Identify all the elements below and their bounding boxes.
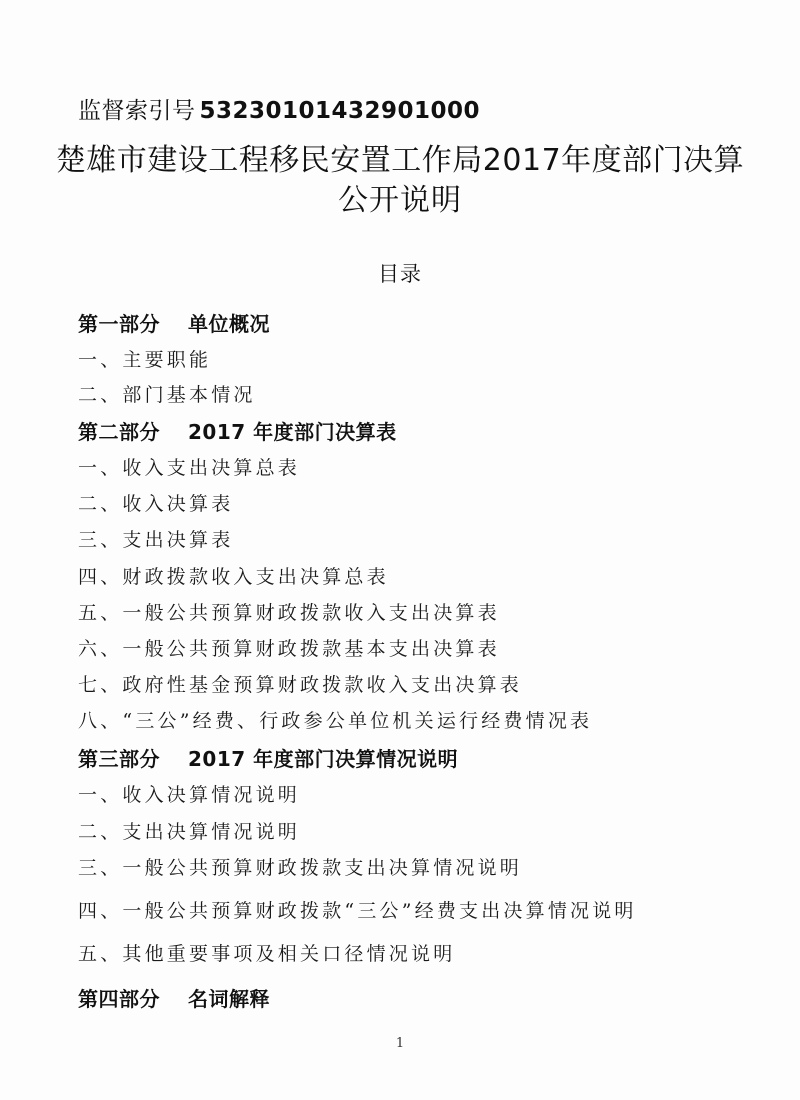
toc-item: 二、收入决算表 <box>78 493 234 515</box>
part-title: 名词解释 <box>188 987 270 1011</box>
part-title: 2017 年度部门决算情况说明 <box>188 747 459 771</box>
part-label: 第二部分 <box>78 420 160 444</box>
toc-item: 二、支出决算情况说明 <box>78 821 301 843</box>
toc-heading: 目录 <box>378 262 422 286</box>
part-title: 2017 年度部门决算表 <box>188 420 397 444</box>
document-title-line1: 楚雄市建设工程移民安置工作局2017年度部门决算 <box>55 143 745 178</box>
toc-item: 七、政府性基金预算财政拨款收入支出决算表 <box>78 674 523 696</box>
toc-item: 四、一般公共预算财政拨款“三公”经费支出决算情况说明 <box>78 900 637 922</box>
part-label: 第四部分 <box>78 987 160 1011</box>
toc-item: 四、财政拨款收入支出决算总表 <box>78 566 389 588</box>
toc-item: 三、支出决算表 <box>78 529 234 551</box>
toc-part-2 <box>78 416 397 445</box>
toc-part-3 <box>78 743 458 772</box>
document-title-line2: 公开说明 <box>338 183 462 218</box>
toc-item: 三、一般公共预算财政拨款支出决算情况说明 <box>78 857 523 879</box>
part-label: 第三部分 <box>78 747 160 771</box>
toc-item: 二、部门基本情况 <box>78 384 256 406</box>
supervision-index <box>78 92 480 125</box>
toc-part-4 <box>78 983 270 1012</box>
toc-part-1 <box>78 308 270 337</box>
toc-item: 一、收入支出决算总表 <box>78 457 301 479</box>
part-title: 单位概况 <box>188 312 270 336</box>
toc-item: 六、一般公共预算财政拨款基本支出决算表 <box>78 638 500 660</box>
toc-item: 五、其他重要事项及相关口径情况说明 <box>78 943 456 965</box>
toc-item: 八、“三公”经费、行政参公单位机关运行经费情况表 <box>78 710 593 732</box>
toc-item: 一、收入决算情况说明 <box>78 784 301 806</box>
index-number: 53230101432901000 <box>199 98 481 124</box>
page-number: 1 <box>395 1036 405 1051</box>
toc-item: 五、一般公共预算财政拨款收入支出决算表 <box>78 602 500 624</box>
index-label: 监督索引号 <box>78 98 196 124</box>
part-label: 第一部分 <box>78 312 160 336</box>
toc-item: 一、主要职能 <box>78 349 212 371</box>
